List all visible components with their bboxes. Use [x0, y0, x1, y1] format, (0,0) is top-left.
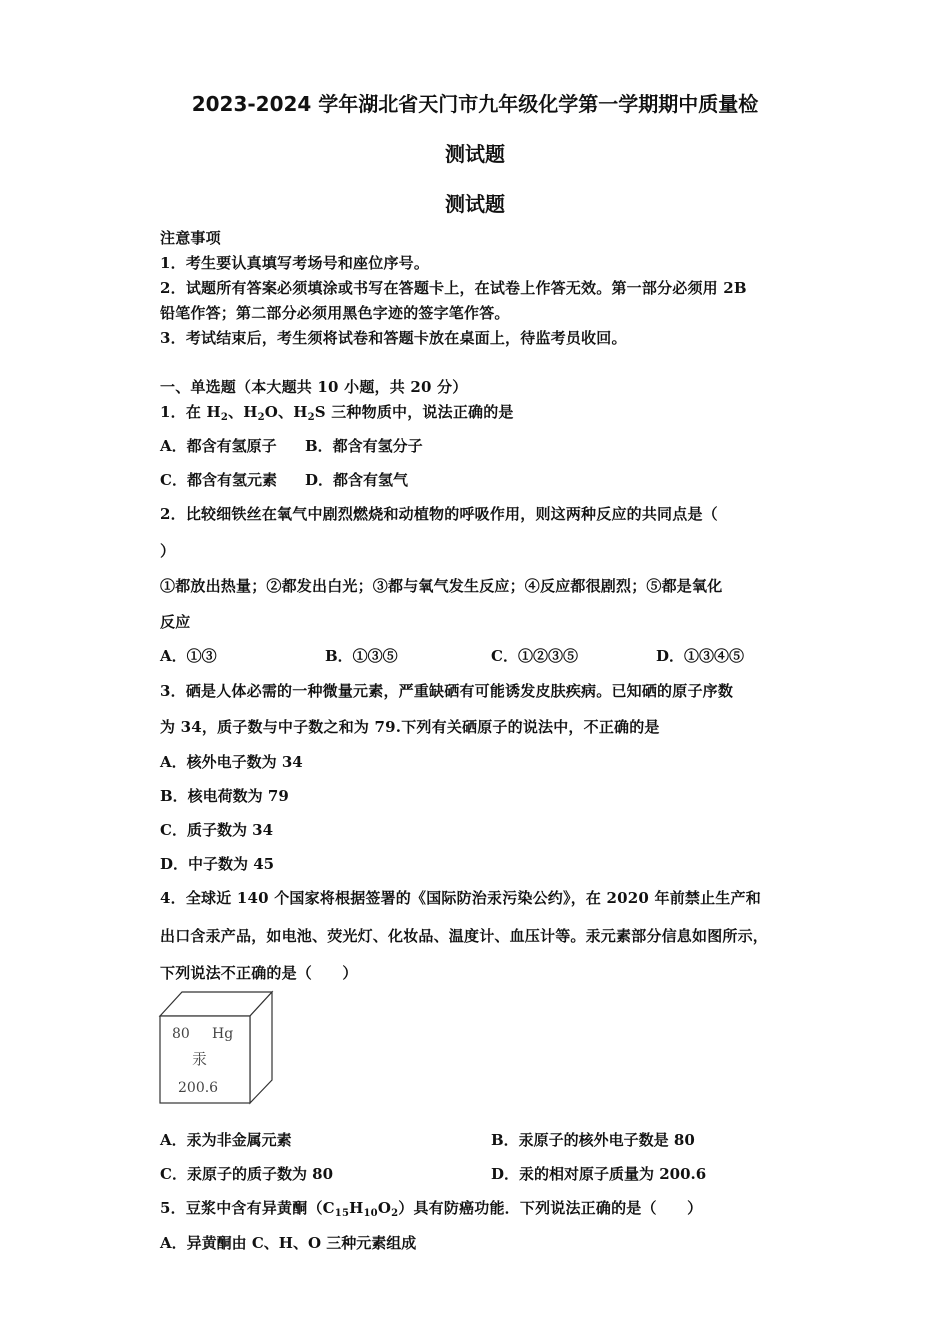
section-heading: 一、单选题（本大题共 10 小题，共 20 分） [160, 378, 468, 396]
q1-option-a: A．都含有氢原子 [160, 437, 277, 455]
q4-option-d: D．汞的相对原子质量为 200.6 [491, 1165, 707, 1183]
notice-item: 1．考生要认真填写考场号和座位序号。 [160, 254, 430, 272]
question-3-stem: 3．硒是人体必需的一种微量元素，严重缺硒有可能诱发皮肤疾病。已知硒的原子序数 [160, 682, 734, 700]
q2-option-b: B．①③⑤ [325, 647, 398, 665]
notice-item: 2．试题所有答案必须填涂或书写在答题卡上，在试卷上作答无效。第一部分必须用 2B [160, 279, 747, 297]
question-2-stem-cont: ） [160, 542, 176, 560]
q4-option-c: C．汞原子的质子数为 80 [160, 1165, 334, 1183]
question-1-stem: 1．在 $H_2$、$H_2O$、$H_2S$ 三种物质中，说法正确的是 [160, 403, 514, 423]
question-5-stem: 5．豆浆中含有异黄酮$(C_{15}H_{10}O_2)$具有防癌功能．下列说法正确的是（ ） [160, 1199, 703, 1219]
question-4-stem-cont: 出口含汞产品，如电池、荧光灯、化妆品、温度计、血压计等。汞元素部分信息如图所示， [160, 927, 769, 945]
notice-item: 3．考试结束后，考生须将试卷和答题卡放在桌面上，待监考员收回。 [160, 329, 627, 347]
mercury-element-cell [158, 990, 276, 1106]
atomic-mass: 200.6 [178, 1080, 219, 1096]
element-symbol: Hg [212, 1026, 234, 1042]
question-2-stem: 2．比较细铁丝在氧气中剧烈燃烧和动植物的呼吸作用，则这两种反应的共同点是（ [160, 505, 718, 523]
element-name: 汞 [192, 1050, 208, 1068]
q4-option-b: B．汞原子的核外电子数是 80 [491, 1131, 695, 1149]
q1-option-c: C．都含有氢元素 [160, 471, 277, 489]
page-subtitle: 测试题 [445, 192, 505, 216]
q1-option-d: D．都含有氢气 [305, 471, 409, 489]
q2-option-c: C．①②③⑤ [491, 647, 578, 665]
question-4-stem-end: 下列说法不正确的是（ ） [160, 964, 358, 982]
question-2-statements-cont: 反应 [160, 613, 191, 631]
q1-option-b: B．都含有氢分子 [305, 437, 423, 455]
q3-option-d: D．中子数为 45 [160, 855, 275, 873]
q4-option-a: A．汞为非金属元素 [160, 1131, 292, 1149]
q2-option-d: D．①③④⑤ [656, 647, 745, 665]
notice-item: 铅笔作答；第二部分必须用黑色字迹的签字笔作答。 [160, 304, 510, 322]
page-title: 2023-2024 学年湖北省天门市九年级化学第一学期期中质量检 [191, 92, 759, 116]
q3-option-c: C．质子数为 34 [160, 821, 274, 839]
atomic-number: 80 [172, 1026, 190, 1042]
question-3-stem-cont: 为 34，质子数与中子数之和为 79.下列有关硒原子的说法中，不正确的是 [160, 718, 660, 736]
page-title-line2: 测试题 [445, 142, 505, 166]
q3-option-b: B．核电荷数为 79 [160, 787, 289, 805]
q2-option-a: A．①③ [160, 647, 217, 665]
q5-option-a: A．异黄酮由 C、H、O 三种元素组成 [160, 1234, 417, 1252]
q3-option-a: A．核外电子数为 34 [160, 753, 303, 771]
notice-heading: 注意事项 [160, 229, 221, 247]
question-4-stem: 4．全球近 140 个国家将根据签署的《国际防治汞污染公约》，在 2020 年前禁止生产和 [160, 889, 761, 907]
question-2-statements: ①都放出热量；②都发出白光；③都与氧气发生反应；④反应都很剧烈；⑤都是氧化 [160, 577, 723, 595]
